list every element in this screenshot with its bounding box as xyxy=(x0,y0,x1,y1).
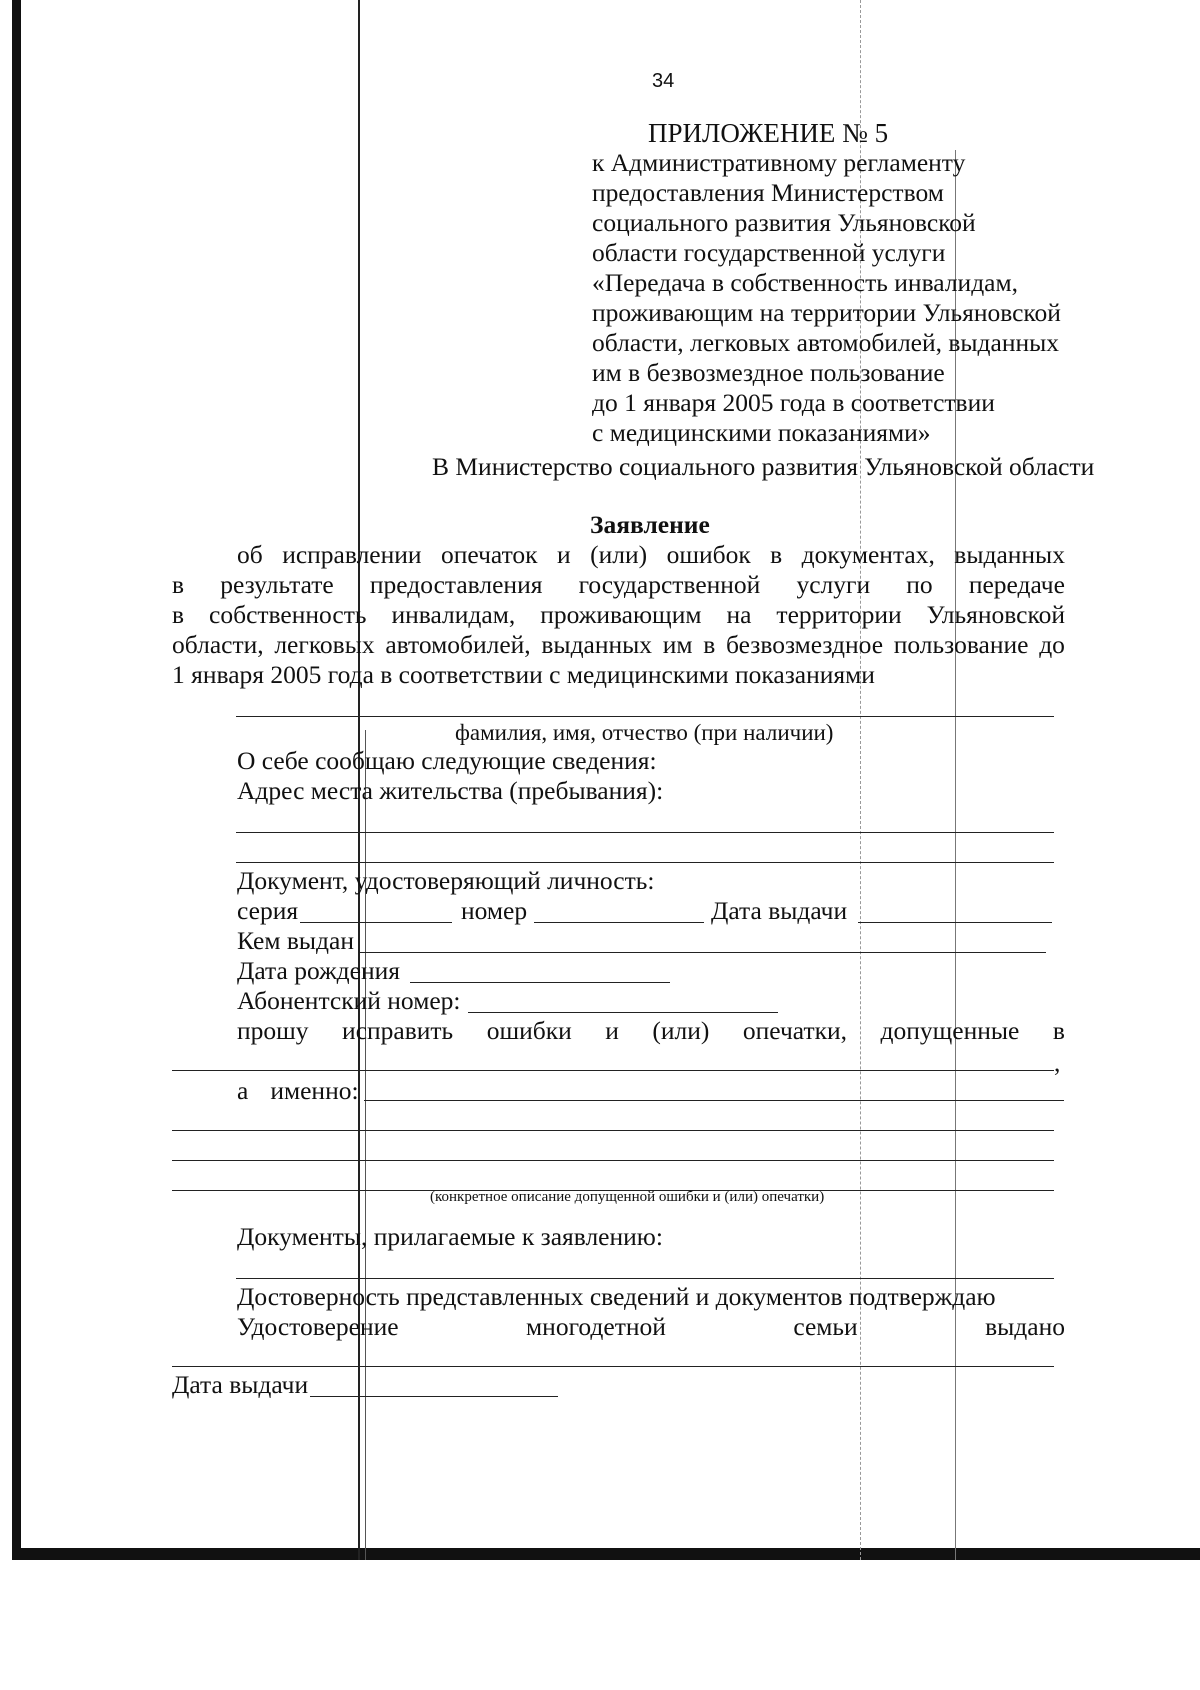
attached-documents-label: Документы, прилагаемые к заявлению: xyxy=(237,1222,663,1251)
id-document-label: Документ, удостоверяющий личность: xyxy=(237,866,655,895)
statement-line-4: области, легковых автомобилей, выданных им в безвозмездное пользование до xyxy=(172,630,1065,659)
error-description-line[interactable] xyxy=(172,1160,1054,1161)
document-field-line[interactable] xyxy=(172,1070,1054,1071)
comma: , xyxy=(1054,1048,1061,1077)
appendix-line: социального развития Ульяновской xyxy=(592,208,976,237)
address-field-line[interactable] xyxy=(236,832,1054,833)
fio-field-line[interactable] xyxy=(236,716,1054,717)
address-field-line[interactable] xyxy=(236,862,1054,863)
namely-label: а именно: xyxy=(237,1076,359,1105)
request-line: прошу исправить ошибки и (или) опечатки, допущенные в xyxy=(237,1016,1065,1045)
statement-title: Заявление xyxy=(590,510,710,539)
error-description-line[interactable] xyxy=(364,1100,1064,1101)
error-description-line[interactable] xyxy=(172,1130,1054,1131)
appendix-line: с медицинскими показаниями» xyxy=(592,418,931,447)
appendix-text xyxy=(592,148,1061,448)
subscriber-number-label: Абонентский номер: xyxy=(237,986,461,1015)
error-caption: (конкретное описание допущенной ошибки и (или) опечатки) xyxy=(430,1189,825,1205)
addressee: В Министерство социального развития Ульяновской области xyxy=(432,452,1095,481)
appendix-line: проживающим на территории Ульяновской xyxy=(592,298,1061,327)
appendix-line: области государственной услуги xyxy=(592,238,946,267)
final-issue-date-field-line[interactable] xyxy=(310,1396,558,1397)
appendix-line: до 1 января 2005 года в соответствии xyxy=(592,388,995,417)
appendix-line: предоставления Министерством xyxy=(592,178,944,207)
confirmation-text: Достоверность представленных сведений и документов подтверждаю xyxy=(237,1282,996,1311)
fio-caption: фамилия, имя, отчество (при наличии) xyxy=(455,720,834,745)
subscriber-number-field-line[interactable] xyxy=(468,1012,778,1013)
birth-date-field-line[interactable] xyxy=(410,982,670,983)
certificate-line: Удостоверение многодетной семьи выдано xyxy=(237,1312,1065,1341)
scan-vertical-line xyxy=(365,730,366,1560)
issued-by-field-line[interactable] xyxy=(360,952,1046,953)
scan-bottom-border xyxy=(20,1548,1200,1560)
statement-line-1: об исправлении опечаток и (или) ошибок в документах, выданных xyxy=(237,540,1065,569)
statement-line-2: в результате предоставления государственной услуги по передаче xyxy=(172,570,1065,599)
series-field-line[interactable] xyxy=(300,922,452,923)
issue-date-label: Дата выдачи xyxy=(711,896,848,925)
statement-line-3: в собственность инвалидам, проживающим на территории Ульяновской xyxy=(172,600,1065,629)
appendix-line: им в безвозмездное пользование xyxy=(592,358,945,387)
final-issue-date-label: Дата выдачи xyxy=(172,1370,309,1399)
number-label: номер xyxy=(461,896,528,925)
scan-left-border xyxy=(12,0,21,1560)
appendix-title: ПРИЛОЖЕНИЕ № 5 xyxy=(648,118,889,148)
appendix-line: «Передача в собственность инвалидам, xyxy=(592,268,1018,297)
birth-date-label: Дата рождения xyxy=(237,956,400,985)
appendix-line: области, легковых автомобилей, выданных xyxy=(592,328,1060,357)
address-label: Адрес места жительства (пребывания): xyxy=(237,776,664,805)
issued-by-label: Кем выдан xyxy=(237,926,354,955)
page-number: 34 xyxy=(652,70,675,92)
appendix-line: к Административному регламенту xyxy=(592,148,966,177)
attached-documents-field-line[interactable] xyxy=(236,1278,1054,1279)
statement-line-5: 1 января 2005 года в соответствии с медицинскими показаниями xyxy=(172,660,875,689)
issue-date-field-line[interactable] xyxy=(858,922,1052,923)
certificate-issuer-field-line[interactable] xyxy=(172,1366,1054,1367)
series-label: серия xyxy=(237,896,299,925)
about-self-label: О себе сообщаю следующие сведения: xyxy=(237,746,657,775)
number-field-line[interactable] xyxy=(534,922,704,923)
